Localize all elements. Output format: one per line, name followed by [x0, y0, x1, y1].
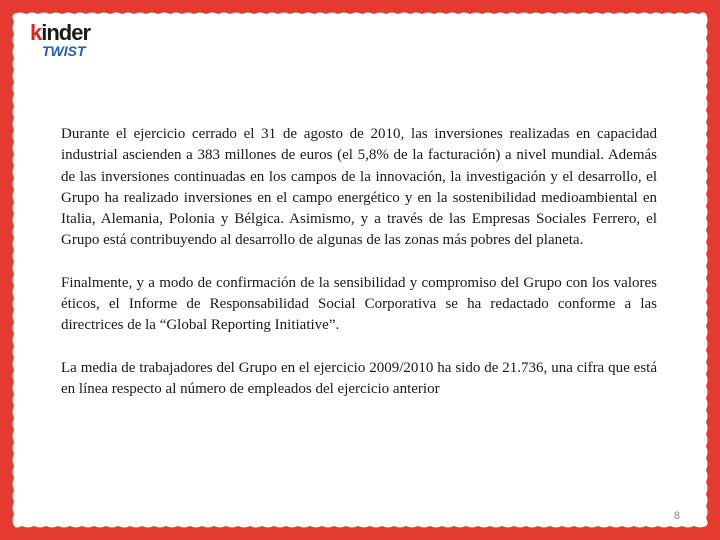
logo-k-letter: k [30, 20, 42, 45]
slide-body [61, 124, 657, 421]
logo-wordmark [30, 22, 90, 44]
logo-rest: inder [41, 20, 91, 45]
paragraph-employees: La media de trabajadores del Grupo en el ejercicio 2009/2010 ha sido de 21.736, una cifra que está en línea respecto al número de empleados del ejercicio anterior [61, 359, 657, 397]
kinder-twist-logo [30, 22, 102, 64]
page-number: 8 [673, 510, 680, 522]
paragraph-ethics: Finalmente, y a modo de confirmación de la sensibilidad y compromiso del Grupo con los valores éticos, el Informe de Responsabilidad Social Corporativa se ha redactado conforme a las directrices de la “Global Reporting Initiative”. [61, 274, 657, 334]
paragraph-investments: Durante el ejercicio cerrado el 31 de agosto de 2010, las inversiones realizadas en capacidad industrial ascienden a 383 millones de euros (el 5,8% de la facturación) a nivel mundial. Además de las inversiones continuadas en los campos de la innovación, la investigación y el desarrollo, el Grupo ha realizado inversiones en el campo energético y en la sostenibilidad medioambiental en Italia, Alemania, Polonia y Bélgica. Asimismo, y a través de las Empresas Sociales Ferrero, el Grupo está contribuyendo al desarrollo de algunas de las zonas más pobres del planeta. [61, 126, 657, 249]
logo-twist-text: TWIST [42, 43, 86, 59]
